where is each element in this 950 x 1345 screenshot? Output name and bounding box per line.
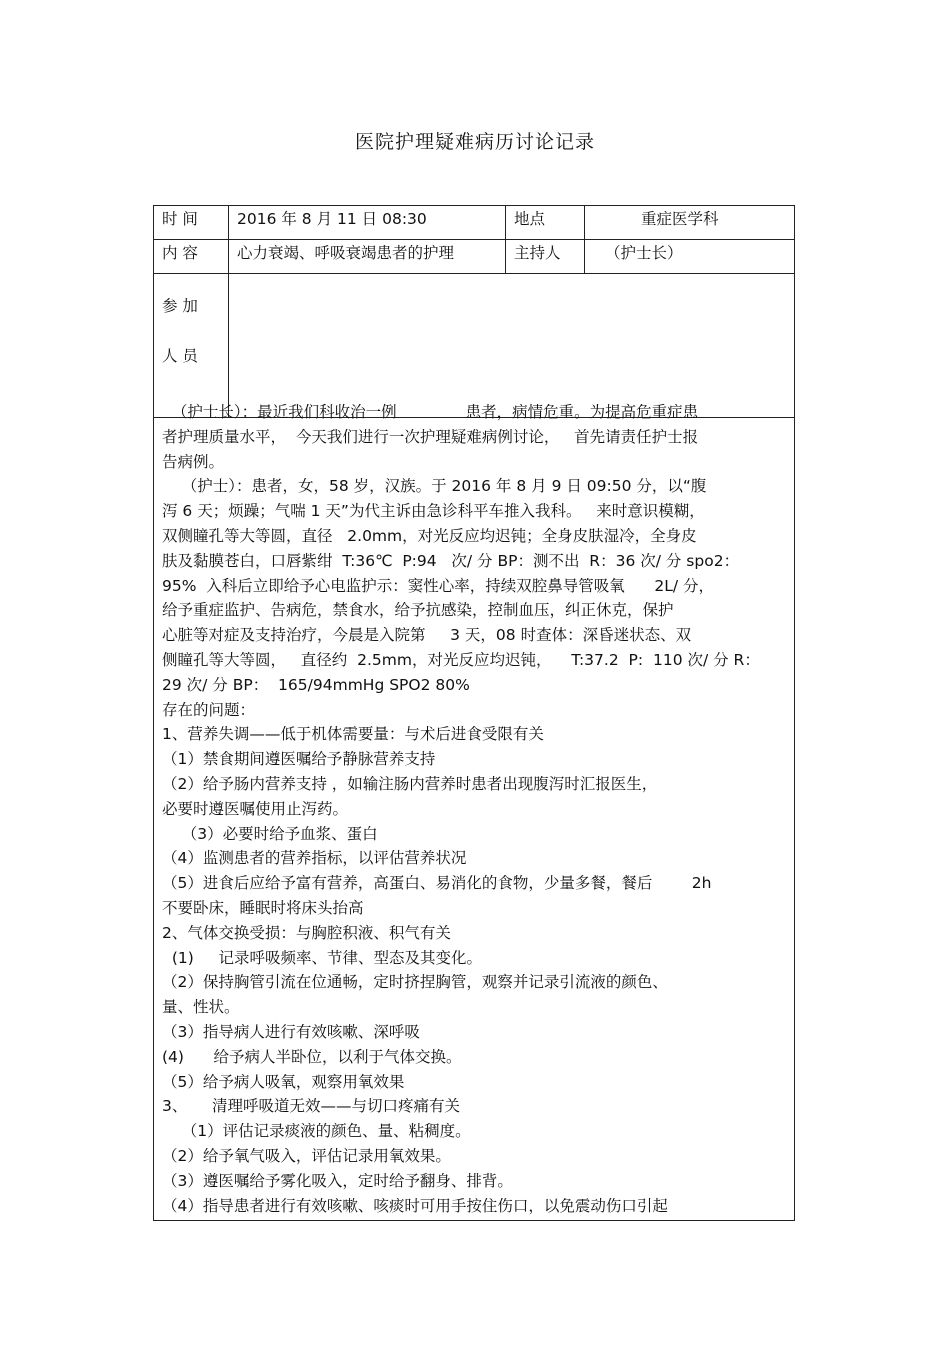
body-line: 95% 入科后立即给予心电监护示：窦性心率，持续双腔鼻导管吸氧 2L/ 分，: [162, 576, 715, 595]
meeting-info-table: [153, 205, 795, 418]
body-line: 者护理质量水平， 今天我们进行一次护理疑难病例讨论， 首先请责任护士报: [162, 427, 699, 446]
attendees-value: [229, 274, 795, 418]
body-line: （5）给予病人吸氧，观察用氧效果: [162, 1072, 405, 1091]
discussion-content: [153, 398, 795, 1221]
time-value: 2016 年 8 月 11 日 08:30: [229, 206, 506, 240]
body-line: （3）指导病人进行有效咳嗽、深呼吸: [162, 1022, 420, 1041]
table-row-time: [154, 206, 795, 240]
document-title: 医院护理疑难病历讨论记录: [354, 131, 595, 153]
body-line: （3）必要时给予血浆、蛋白: [162, 824, 378, 843]
host-value: （护士长）: [585, 240, 795, 274]
attendees-label-line-2: 人 员: [162, 347, 198, 365]
body-line: 1、营养失调——低于机体需要量：与术后进食受限有关: [162, 725, 544, 744]
body-line: （护士）：患者，女，58 岁，汉族。于 2016 年 8 月 9 日 09:50 分，以“腹: [162, 477, 707, 496]
body-line: （5）进食后应给予富有营养，高蛋白、易消化的食物，少量多餐，餐后 2h: [162, 874, 712, 893]
attendees-label: [154, 274, 229, 418]
body-line: （1）禁食期间遵医嘱给予静脉营养支持: [162, 750, 436, 769]
body-line: 2、气体交换受损：与胸腔积液、积气有关: [162, 923, 451, 942]
host-label: 主持人: [506, 240, 585, 274]
place-label: 地点: [506, 206, 585, 240]
body-line: （1）评估记录痰液的颜色、量、粘稠度。: [162, 1122, 471, 1141]
body-line: 量、性状。: [162, 998, 240, 1017]
time-label: 时 间: [154, 206, 229, 240]
content-value: 心力衰竭、呼吸衰竭患者的护理: [229, 240, 506, 274]
body-line: （3）遵医嘱给予雾化吸入，定时给予翻身、排背。: [162, 1171, 513, 1190]
body-line: （4）指导患者进行有效咳嗽、咳痰时可用手按住伤口，以免震动伤口引起: [162, 1196, 668, 1215]
body-line: 泻 6 天；烦躁；气喘 1 天”为代主诉由急诊科平车推入我科。 来时意识模糊，: [162, 502, 705, 521]
body-line: 侧瞳孔等大等圆， 直径约 2.5mm，对光反应均迟钝， T:37.2 P: 110 次/ 分 R：: [162, 650, 760, 669]
body-line: (1) 记录呼吸频率、节律、型态及其变化。: [162, 948, 482, 967]
content-label: 内 容: [154, 240, 229, 274]
body-line: （2）保持胸管引流在位通畅，定时挤捏胸管，观察并记录引流液的颜色、: [162, 973, 668, 992]
body-line: 肤及黏膜苍白，口唇紫绀 T:36℃ P:94 次/ 分 BP：测不出 R：36 次/ 分 spo2：: [162, 551, 740, 570]
table-row-content: [154, 240, 795, 274]
table-row-attendees: [154, 274, 795, 418]
body-line: （护士长）：最近我们科收治一例 患者，病情危重。为提高危重症患: [162, 403, 699, 421]
body-line: 存在的问题：: [162, 700, 256, 719]
body-line: 必要时遵医嘱使用止泻药。: [162, 799, 349, 818]
body-line: 29 次/ 分 BP： 165/94mmHg SPO2 80%: [162, 675, 470, 694]
body-line: 3、 清理呼吸道无效——与切口疼痛有关: [162, 1097, 460, 1116]
body-line: （2）给予氧气吸入，评估记录用氧效果。: [162, 1146, 451, 1165]
attendees-label-line-1: 参 加: [162, 297, 198, 315]
body-line: 双侧瞳孔等大等圆，直径 2.0mm，对光反应均迟钝；全身皮肤湿冷，全身皮: [162, 526, 697, 545]
body-line: 告病例。: [162, 452, 225, 471]
body-line: 心脏等对症及支持治疗，今晨是入院第 3 天，08 时查体：深昏迷状态、双: [162, 626, 692, 645]
body-line: (4) 给予病人半卧位，以利于气体交换。: [162, 1047, 462, 1066]
body-line: 给予重症监护、告病危，禁食水，给予抗感染，控制血压，纠正休克，保护: [162, 601, 674, 620]
body-line: （4）监测患者的营养指标，以评估营养状况: [162, 849, 467, 868]
body-line: 不要卧床，睡眠时将床头抬高: [162, 898, 364, 917]
place-value: 重症医学科: [585, 206, 795, 240]
body-line: （2）给予肠内营养支持 ，如输注肠内营养时患者出现腹泻时汇报医生，: [162, 774, 658, 793]
